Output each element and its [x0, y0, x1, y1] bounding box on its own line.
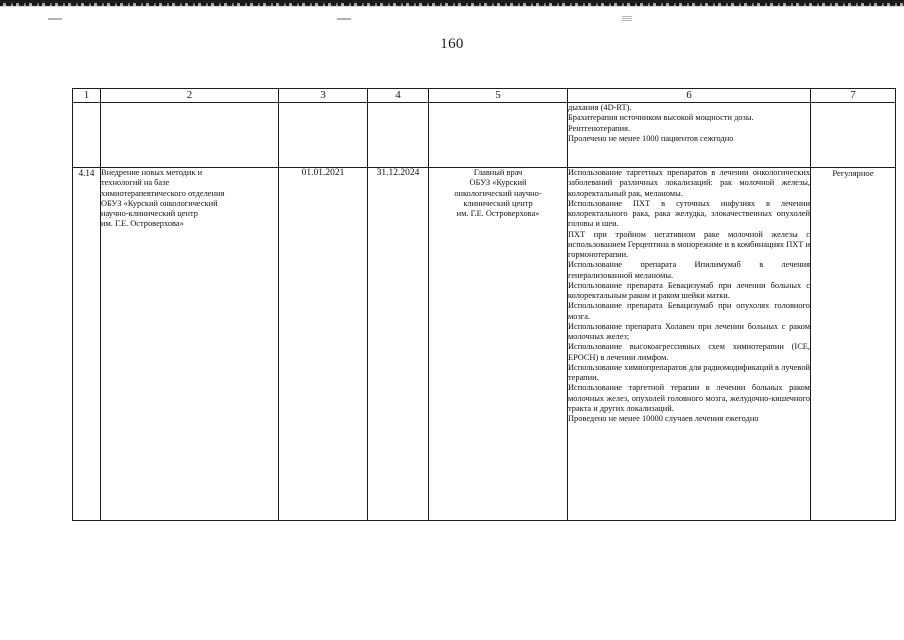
text-line: Внедрение новых методик и — [101, 168, 203, 177]
text-line: Использование химиопрепаратов для радиомодификаций в лучевой терапии. — [568, 362, 810, 382]
text-line: Рентгенотерапия. — [568, 123, 631, 133]
cell-col4 — [368, 103, 429, 168]
cell-col4: 31.12.2024 — [368, 168, 429, 521]
text-line: ОБУЗ «Курский — [469, 178, 527, 188]
text-line: Использование таргетных препаратов в лечении онкологических заболеваний различных локализаций: рак молочной железы, колоректальный рак, меланомы. — [568, 168, 810, 198]
text-line: им. Г.Е. Островерхова» — [456, 209, 540, 218]
text-line: Использование ПХТ в суточных инфузиях в лечении колоректального рака, рака желудка, злокачественных опухолей головы и шеи. — [568, 198, 810, 229]
cell-col1 — [73, 103, 101, 168]
cell-col7 — [811, 103, 896, 168]
scanner-noise-streak — [0, 3, 904, 6]
text-line: ПХТ при тройном негативном раке молочной железы с использованием Герцептина в монорежиме и в комбинациях ПХТ и гормонотерапии. — [568, 229, 810, 259]
text-line: Использование таргетной терапии в лечении больных раком молочных желез, опухолей головного мозга, желудочно-кишечного тракта и других локализаций. — [568, 383, 810, 413]
text-line: им. Г.Е. Островерхова» — [101, 219, 184, 229]
text-line: научно-клинический центр — [101, 209, 198, 218]
document-table — [72, 88, 896, 521]
cell-col3 — [279, 103, 368, 168]
text-line: Проведено не менее 10000 случаев лечения ежегодно — [568, 414, 759, 423]
text-line: химиотерапевтического отделения — [101, 188, 225, 198]
text-line: технологий на базе — [101, 178, 170, 188]
column-number-3: 3 — [279, 89, 368, 103]
cell-col2 — [101, 168, 279, 521]
text-line: онкологический научно- — [454, 188, 542, 198]
column-number-4: 4 — [368, 89, 429, 103]
column-number-7: 7 — [811, 89, 896, 103]
column-number-2: 2 — [101, 89, 279, 103]
text-line: Использование препарата Холавен при лечении больных с раком молочных желез; — [568, 321, 810, 341]
scanner-edge-artifact — [0, 0, 904, 7]
cell-col5 — [429, 168, 568, 521]
cell-col2 — [101, 103, 279, 168]
cell-col1: 4.14 — [73, 168, 101, 521]
cell-col6 — [568, 168, 811, 521]
scan-smudge-center — [337, 18, 351, 20]
cell-col3: 01.01.2021 — [279, 168, 368, 521]
cell-col5 — [429, 103, 568, 168]
text-line: Пролечено не менее 1000 пациентов сежгодно — [568, 133, 734, 143]
cell-col6 — [568, 103, 811, 168]
column-number-5: 5 — [429, 89, 568, 103]
text-line: Использование высокоагрессивных схем химиотерапии (ICE, EPOCH) в лечении лимфом. — [568, 342, 810, 362]
table-column-number-row — [73, 89, 896, 103]
scan-smudge-left — [48, 18, 62, 20]
table-row — [73, 103, 896, 168]
text-line: Брахитерапия источником высокой мощности дозы. — [568, 113, 754, 123]
column-number-6: 6 — [568, 89, 811, 103]
text-line: ОБУЗ «Курский онкологический — [101, 198, 218, 208]
text-line: Использование препарата Ипилимумаб в лечения генерализованной меланомы. — [568, 260, 810, 280]
cell-col7: Регулярное — [811, 168, 896, 521]
column-number-1: 1 — [73, 89, 101, 103]
page-number: 160 — [440, 36, 464, 52]
text-line: Главный врач — [473, 168, 523, 177]
scan-smudge-right — [622, 16, 632, 21]
text-line: дыхания (4D-RT). — [568, 103, 632, 112]
table-row — [73, 168, 896, 521]
text-line: Использование препарата Бевацизумаб при лечении больных с колоректальным раком и раком шейки матки. — [568, 280, 810, 300]
text-line: Использование препарата Бевацизумаб при опухолях головного мозга. — [568, 301, 810, 321]
text-line: клинический центр — [463, 198, 533, 208]
